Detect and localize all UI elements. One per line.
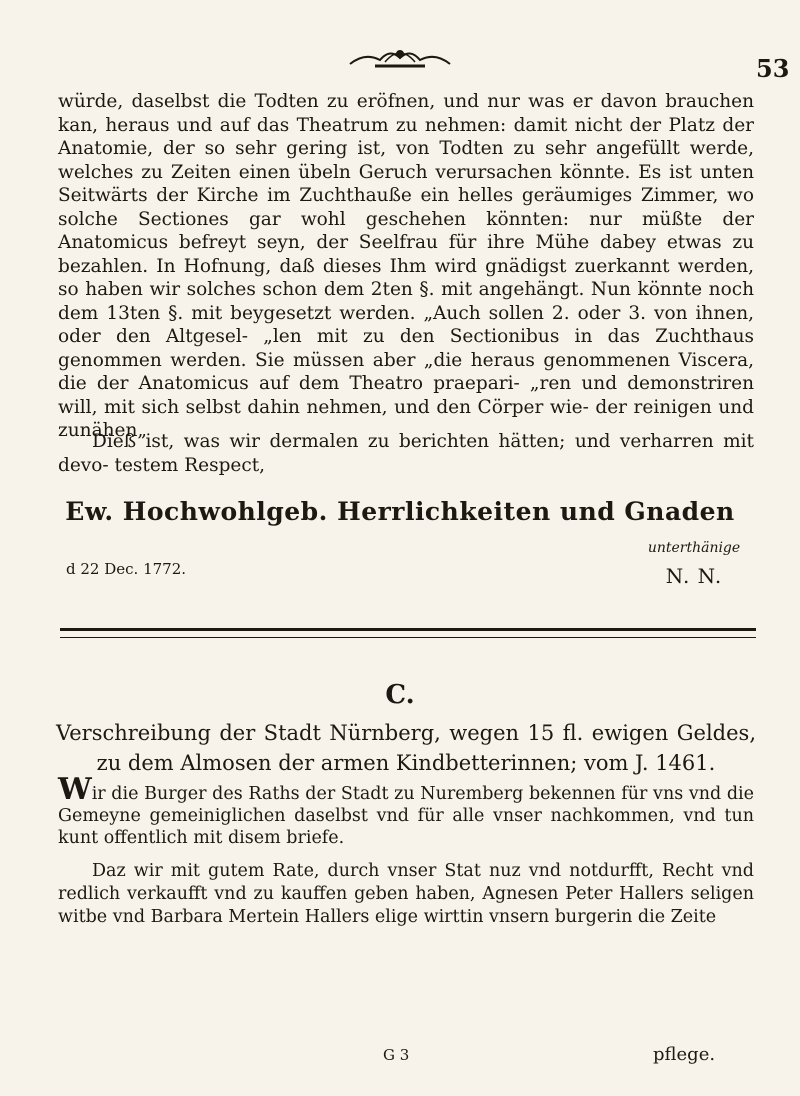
letter-date: d 22 Dec. 1772. bbox=[66, 560, 187, 578]
paragraph-closing: Dieß ist, was wir dermalen zu berichten hätten; und verharren mit devo- testem Respect, bbox=[58, 431, 754, 476]
signature-title: unterthänige bbox=[647, 540, 741, 556]
section-divider bbox=[60, 628, 756, 638]
signature-name: N. N. bbox=[665, 564, 723, 588]
document-title: Verschreibung der Stadt Nürnberg, wegen 15 fl. ewigen Geldes, zu dem Almosen der armen Kindbetterinnen; vom J. 1461. bbox=[56, 721, 756, 775]
ornament-vignette-icon bbox=[345, 44, 455, 70]
signature-block bbox=[634, 540, 754, 588]
paragraph-anatomy: würde, daselbst die Todten zu eröfnen, und nur was er davon brauchen kan, heraus und auf das Theatrum zu nehmen: damit nicht der Platz der Anatomie, der so sehr gering ist, von Todten zu sehr angefüllt werde, welches zu Zeiten einen übeln Geruch verursachen könnte. Es ist unten Seitwärts der Kirche im Zuchthauße ein helles geräumiges Zimmer, wo solche Sectiones gar wohl geschehen könnten: nur müßte der Anatomicus befreyt seyn, der Seelfrau für ihre Mühe dabey etwas zu bezahlen. In Hofnung, daß dieses Ihm wird gnädigst zuerkannt werden, so haben wir solches schon dem 2ten §. mit angehängt. Nun könnte noch dem 13ten §. mit beygesetzt werden. „Auch sollen 2. oder 3. von ihnen, oder den Altgesel- „len mit zu den Sectionibus in das Zuchthaus genommen werden. Sie müssen aber „die heraus genommenen Viscera, die der Anatomicus auf dem Theatro praepari- „ren und demonstriren will, mit sich selbst dahin nehmen, und den Cörper wie- der reinigen und zunähen„ bbox=[58, 91, 754, 441]
charter-opening-text: ir die Burger des Raths der Stadt zu Nuremberg bekennen für vns vnd die Gemeyne gemeiniglichen daselbst vnd für alle vnser nachkommen, vnd tun kunt offentlich mit disem briefe. bbox=[58, 784, 754, 848]
salutation: Ew. Hochwohlgeb. Herrlichkeiten und Gnaden bbox=[65, 497, 735, 526]
signature-mark: G 3 bbox=[383, 1046, 410, 1064]
catchword: pflege. bbox=[653, 1044, 716, 1065]
page-number: 53 bbox=[756, 54, 790, 83]
drop-cap: W bbox=[58, 772, 92, 807]
paragraph-charter-sale: Daz wir mit gutem Rate, durch vnser Stat nuz vnd notdurfft, Recht vnd redlich verkaufft vnd zu kauffen geben haben, Agnesen Peter Hallers seligen witbe vnd Barbara Mertein Hallers elige wirttin vnsern burgerin die Zeite bbox=[58, 861, 754, 927]
section-letter: C. bbox=[385, 680, 415, 710]
paragraph-charter-opening bbox=[58, 772, 754, 849]
